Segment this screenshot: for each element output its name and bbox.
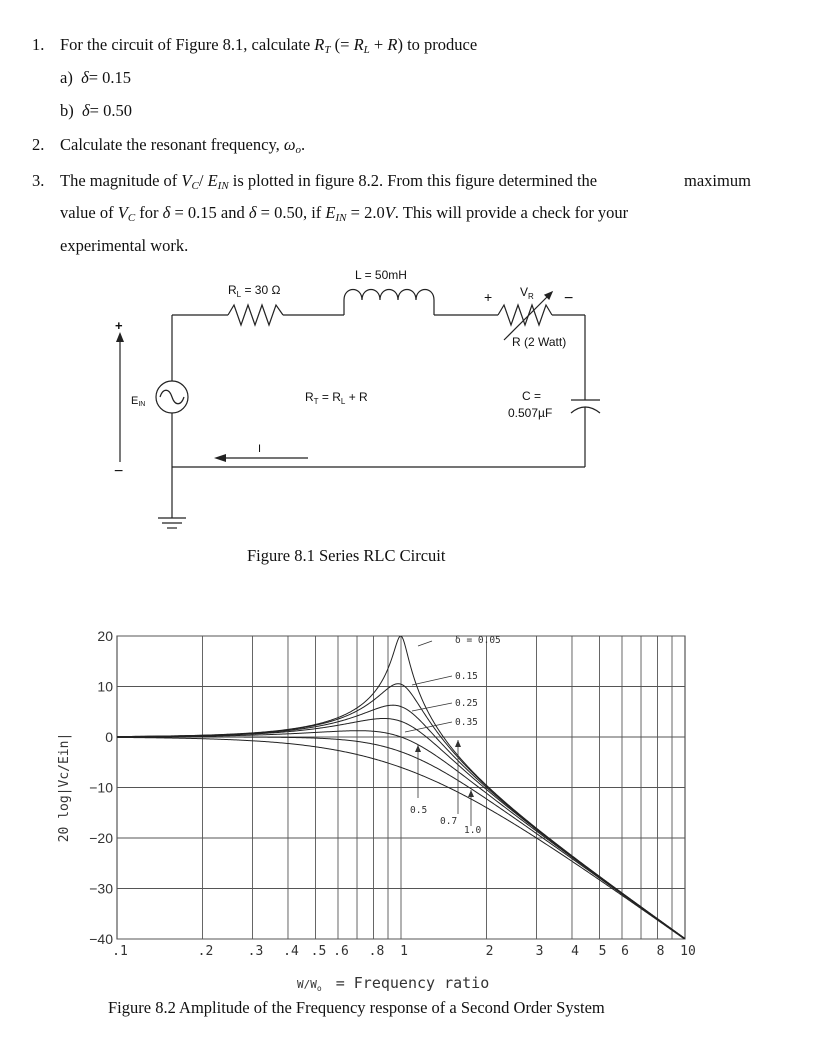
question-text: Calculate the resonant frequency, ωo.	[60, 135, 306, 156]
svg-text:+: +	[484, 289, 493, 305]
x-tick-label: .1	[112, 944, 128, 959]
series-leader	[418, 641, 432, 646]
leader-arrowhead	[455, 740, 461, 747]
x-tick-label: .8	[368, 944, 385, 959]
x-tick-label: 8	[656, 944, 665, 959]
x-tick-label: .6	[333, 944, 349, 959]
svg-text:L = 50mH: L = 50mH	[355, 268, 407, 282]
x-tick-label: 5	[598, 944, 607, 959]
series-label: 0.5	[410, 805, 428, 816]
y-tick-label: 0	[105, 729, 113, 745]
x-tick-label: .5	[310, 944, 327, 959]
svg-text:−: −	[114, 463, 124, 480]
resistor-rl	[228, 305, 283, 325]
series-label: 0.25	[455, 698, 478, 709]
y-tick-label: −40	[89, 931, 113, 947]
x-tick-label: .4	[283, 944, 299, 959]
series-leader	[412, 676, 452, 685]
svg-text:EIN: EIN	[131, 395, 146, 408]
circuit-diagram	[0, 260, 834, 540]
x-tick-label: .2	[197, 944, 214, 959]
svg-text:RT = RL + R: $R_T = R_L + R$	[305, 390, 368, 406]
x-axis-label: $W/W_o$ = Frequency ratio	[297, 974, 490, 993]
svg-text:RL = 30 Ω: $R_L = 30$ Ω	[228, 283, 281, 299]
question-text: For the circuit of Figure 8.1, calculate RT (= RL + R) to produce	[60, 35, 478, 56]
svg-text:VR: $V_R$	[520, 285, 534, 301]
svg-text:−: −	[564, 290, 574, 307]
svg-text:+: +	[115, 318, 123, 333]
question-number: 2.	[32, 135, 45, 154]
sub-item-a: a) δ= 0.15	[60, 68, 132, 87]
sub-item-b: b) δ= 0.50	[60, 101, 132, 120]
svg-text:I: I	[258, 443, 262, 455]
y-tick-label: 20	[97, 628, 113, 644]
y-axis-label: 20 log|Vc/Ein|	[57, 732, 72, 843]
leader-arrowhead	[468, 790, 474, 797]
figure-8-2-caption: Figure 8.2 Amplitude of the Frequency response of a Second Order System	[108, 998, 605, 1017]
svg-text:0.507µF: 0.507µF	[508, 406, 553, 420]
resistor-r	[498, 305, 552, 325]
x-tick-label: 6	[621, 944, 629, 959]
question-3-line-2: value of VC for δ = 0.15 and δ = 0.50, if EIN = 2.0V. This will provide a check for your	[60, 203, 629, 224]
series-label: δ = 0.05	[455, 635, 501, 646]
x-tick-label: 10	[680, 944, 696, 959]
question-3-line-3: experimental work.	[60, 236, 189, 255]
svg-text:C =: C =	[522, 389, 542, 403]
question-number: 3.	[32, 171, 45, 190]
y-tick-label: −20	[89, 830, 113, 846]
series-label: 0.7	[440, 816, 458, 827]
x-tick-label: .3	[247, 944, 264, 959]
y-tick-label: −10	[89, 779, 113, 796]
series-label: 1.0	[464, 825, 482, 836]
x-tick-label: 4	[571, 944, 579, 959]
y-tick-label: 10	[97, 678, 113, 695]
x-tick-label: 3	[535, 944, 544, 959]
y-tick-label: −30	[89, 880, 113, 897]
x-tick-label: 2	[485, 944, 494, 959]
series-label: 0.35	[455, 717, 478, 728]
bode-chart	[0, 600, 834, 995]
question-number: 1.	[32, 35, 45, 54]
series-label: 0.15	[455, 671, 478, 682]
inductor	[344, 290, 434, 316]
figure-8-1-caption: Figure 8.1 Series RLC Circuit	[247, 546, 446, 565]
x-tick-label: 1	[400, 944, 408, 959]
svg-text:R (2 Watt): R (2 Watt)	[512, 335, 567, 349]
